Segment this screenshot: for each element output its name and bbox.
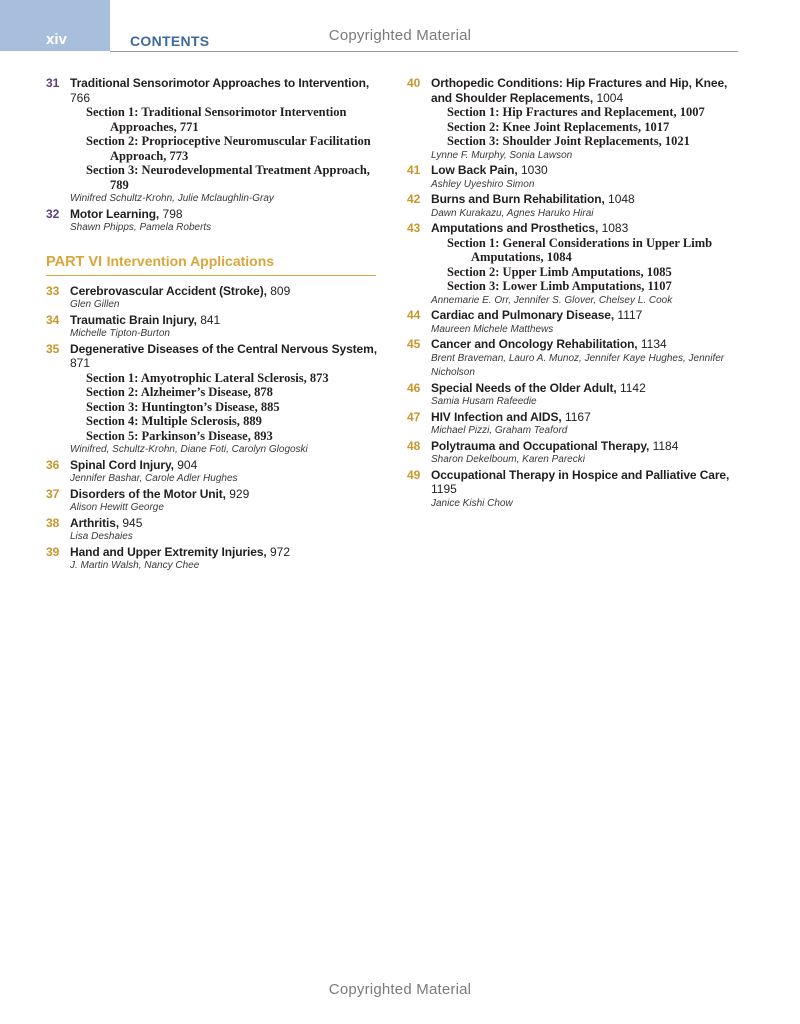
chapter-page: 1117 xyxy=(617,308,643,322)
chapter-number: 38 xyxy=(46,515,60,530)
right-column xyxy=(407,76,747,511)
chapter-authors: Maureen Michele Matthews xyxy=(431,323,554,335)
section-line[interactable] xyxy=(70,385,386,400)
chapter-number: 40 xyxy=(407,76,421,90)
chapter-title: Polytrauma and Occupational Therapy, xyxy=(431,438,650,453)
chapter-title: Cancer and Oncology Rehabilitation, xyxy=(431,337,638,351)
watermark-bottom: Copyrighted Material xyxy=(328,981,472,998)
chapter-authors: Michelle Tipton-Burton xyxy=(70,328,170,339)
chapter-authors: Winifred, Schultz-Krohn, Diane Foti, Carolyn Glogoski xyxy=(70,444,308,455)
chapter-page: 1083 xyxy=(601,221,629,235)
chapter-authors: Ashley Uyeshiro Simon xyxy=(431,178,535,190)
chapter-number: 44 xyxy=(407,308,421,322)
chapter-number: 43 xyxy=(407,221,421,235)
chapter-page: 904 xyxy=(177,457,198,472)
chapter-number: 42 xyxy=(407,192,421,206)
page-number: xiv xyxy=(46,31,67,48)
toc-list-part-vi xyxy=(46,284,386,574)
section-title: Section 5: Parkinson’s Disease, xyxy=(86,428,251,443)
chapter-page: 972 xyxy=(270,544,291,559)
section-title: Section 4: Multiple Sclerosis, xyxy=(86,414,240,428)
chapter-authors: Lynne F. Murphy, Sonia Lawson xyxy=(431,149,573,161)
chapter-title: Motor Learning, xyxy=(70,206,160,221)
section-title: Section 1: General Considerations in Upper Limb Amputations, xyxy=(447,235,713,264)
chapter-page: 1004 xyxy=(596,90,624,105)
chapter-authors: Brent Braveman, Lauro A. Munoz, Jennifer Kaye Hughes, Jennifer Nicholson xyxy=(431,352,725,378)
chapter-title-line xyxy=(431,163,747,178)
chapter-title-line xyxy=(431,192,747,207)
chapter-page: 1142 xyxy=(619,380,646,395)
chapter-title-line xyxy=(70,342,386,371)
header-rule xyxy=(110,51,738,52)
section-page: 773 xyxy=(169,148,189,163)
section-title: Section 2: Proprioceptive Neuromuscular Facilitation Approach, xyxy=(86,134,371,163)
chapter-authors: Sharon Dekelboum, Karen Parecki xyxy=(431,454,585,465)
section-page: 873 xyxy=(309,370,329,385)
chapter-page: 1048 xyxy=(608,192,635,206)
chapter-number: 46 xyxy=(407,380,421,395)
section-page: 789 xyxy=(110,177,129,192)
chapter-page: 798 xyxy=(162,206,183,221)
section-label: CONTENTS xyxy=(130,33,210,49)
section-line[interactable] xyxy=(70,429,386,444)
chapter-title-line xyxy=(70,207,386,222)
section-line[interactable] xyxy=(70,105,386,134)
chapter-authors: J. Martin Walsh, Nancy Chee xyxy=(70,560,200,571)
chapter-page: 871 xyxy=(70,356,91,370)
section-title: Section 2: Knee Joint Replacements, xyxy=(447,119,642,134)
chapter-title-line xyxy=(70,487,386,502)
section-title: Section 2: Alzheimer’s Disease, xyxy=(86,385,252,399)
chapter-title: Degenerative Diseases of the Central Nervous System, xyxy=(70,341,377,356)
chapter-authors: Lisa Deshaies xyxy=(70,531,133,542)
chapter-title: Amputations and Prosthetics, xyxy=(431,221,599,235)
chapter-title: Arthritis, xyxy=(70,515,120,530)
toc-entry[interactable] xyxy=(407,468,747,512)
chapter-authors: Jennifer Bashar, Carole Adler Hughes xyxy=(70,473,238,484)
chapter-title-line xyxy=(70,76,386,105)
chapter-title: Burns and Burn Rehabilitation, xyxy=(431,192,605,206)
section-page: 1107 xyxy=(647,279,672,293)
section-title: Section 2: Upper Limb Amputations, xyxy=(447,264,644,279)
chapter-number: 39 xyxy=(46,544,60,559)
chapter-title: Cardiac and Pulmonary Disease, xyxy=(431,308,615,322)
chapter-page: 1134 xyxy=(640,337,667,351)
chapter-page: 841 xyxy=(200,312,221,327)
chapter-page: 766 xyxy=(70,90,91,105)
chapter-title-line xyxy=(70,284,386,299)
chapter-authors: Shawn Phipps, Pamela Roberts xyxy=(70,222,212,233)
chapter-title-line xyxy=(431,468,747,497)
chapter-number: 45 xyxy=(407,337,421,351)
chapter-authors: Alison Hewitt George xyxy=(70,502,164,513)
chapter-page: 1167 xyxy=(564,409,591,424)
chapter-title: Orthopedic Conditions: Hip Fractures and Hip, Knee, and Shoulder Replacements, xyxy=(431,76,728,105)
section-line[interactable] xyxy=(431,265,747,280)
chapter-title-line xyxy=(70,545,386,560)
chapter-title: Low Back Pain, xyxy=(431,163,518,177)
chapter-number: 31 xyxy=(46,76,60,90)
section-line[interactable] xyxy=(70,400,386,415)
section-title: Section 3: Lower Limb Amputations, xyxy=(447,279,645,293)
section-line[interactable] xyxy=(431,279,747,294)
toc-entry[interactable] xyxy=(46,207,386,236)
section-page: 1085 xyxy=(646,264,672,279)
section-title: Section 3: Neurodevelopmental Treatment Approach, xyxy=(86,163,370,177)
section-page: 893 xyxy=(253,428,273,443)
chapter-number: 32 xyxy=(46,206,60,221)
chapter-title: Traditional Sensorimotor Approaches to Intervention, xyxy=(70,76,370,90)
section-page: 771 xyxy=(179,119,199,134)
chapter-title-line xyxy=(431,439,747,454)
chapter-number: 37 xyxy=(46,486,60,501)
chapter-title-line xyxy=(70,458,386,473)
toc-entry[interactable] xyxy=(407,308,747,337)
chapter-number: 47 xyxy=(407,409,421,424)
section-title: Section 3: Huntington’s Disease, xyxy=(86,399,258,414)
section-page: 1017 xyxy=(644,119,670,134)
part-heading xyxy=(46,253,376,276)
left-column xyxy=(46,76,386,574)
toc-entry[interactable] xyxy=(46,342,386,458)
section-line[interactable] xyxy=(431,120,747,135)
chapter-page: 1184 xyxy=(652,438,679,453)
chapter-title-line xyxy=(431,410,747,425)
chapter-title-line xyxy=(431,381,747,396)
toc-entry[interactable] xyxy=(407,381,747,410)
chapter-authors: Annemarie E. Orr, Jennifer S. Glover, Chelsey L. Cook xyxy=(431,294,673,306)
section-page: 1084 xyxy=(546,250,572,264)
chapter-title: Special Needs of the Older Adult, xyxy=(431,380,617,395)
chapter-number: 33 xyxy=(46,283,60,298)
chapter-title: Traumatic Brain Injury, xyxy=(70,312,197,327)
toc-entry[interactable] xyxy=(407,439,747,468)
section-page: 885 xyxy=(260,399,280,414)
chapter-authors: Winifred Schultz-Krohn, Julie Mclaughlin-Gray xyxy=(70,193,274,204)
section-title: Section 1: Amyotrophic Lateral Sclerosis, xyxy=(86,370,307,385)
chapter-number: 36 xyxy=(46,457,60,472)
chapter-title-line xyxy=(70,313,386,328)
toc-entry[interactable] xyxy=(46,76,386,207)
section-line[interactable] xyxy=(70,414,386,429)
toc-entry[interactable] xyxy=(407,221,747,308)
chapter-number: 34 xyxy=(46,312,60,327)
chapter-authors: Glen Gillen xyxy=(70,299,120,310)
section-line[interactable] xyxy=(70,371,386,386)
part-title: Intervention Applications xyxy=(106,252,275,269)
chapter-page: 1030 xyxy=(520,163,548,177)
toc-entry[interactable] xyxy=(407,192,747,221)
chapter-number: 48 xyxy=(407,438,421,453)
chapter-title-line xyxy=(431,308,747,323)
chapter-title: HIV Infection and AIDS, xyxy=(431,409,562,424)
chapter-number: 35 xyxy=(46,341,60,356)
toc-entry[interactable] xyxy=(46,313,386,342)
toc-entry[interactable] xyxy=(46,284,386,313)
toc-entry[interactable] xyxy=(46,516,386,545)
section-title: Section 1: Traditional Sensorimotor Intervention Approaches, xyxy=(86,105,347,134)
chapter-title-line xyxy=(431,76,747,105)
chapter-title-line xyxy=(431,221,747,236)
toc-entry[interactable] xyxy=(407,410,747,439)
chapter-authors: Dawn Kurakazu, Agnes Haruko Hirai xyxy=(431,207,594,219)
watermark-top: Copyrighted Material xyxy=(328,27,472,44)
chapter-title: Occupational Therapy in Hospice and Palliative Care, xyxy=(431,467,730,482)
toc-entry[interactable] xyxy=(407,76,747,163)
toc-entry[interactable] xyxy=(407,163,747,192)
chapter-title-line xyxy=(70,516,386,531)
section-line[interactable] xyxy=(70,134,386,163)
chapter-title: Hand and Upper Extremity Injuries, xyxy=(70,544,267,559)
chapter-title-line xyxy=(431,337,747,352)
chapter-title: Disorders of the Motor Unit, xyxy=(70,486,226,501)
section-line[interactable] xyxy=(431,105,747,120)
section-title: Section 3: Shoulder Joint Replacements, xyxy=(447,134,662,148)
toc-entry[interactable] xyxy=(407,337,747,381)
section-line[interactable] xyxy=(431,134,747,149)
chapter-number: 49 xyxy=(407,467,421,482)
section-page: 1021 xyxy=(664,134,690,148)
chapter-number: 41 xyxy=(407,163,421,177)
toc-entry[interactable] xyxy=(46,545,386,574)
section-title: Section 1: Hip Fractures and Replacement, xyxy=(447,105,677,119)
chapter-title: Spinal Cord Injury, xyxy=(70,457,174,472)
part-label: PART VI xyxy=(46,253,103,270)
chapter-authors: Janice Kishi Chow xyxy=(431,497,513,509)
chapter-title: Cerebrovascular Accident (Stroke), xyxy=(70,283,267,298)
section-page: 889 xyxy=(243,414,262,428)
chapter-authors: Michael Pizzi, Graham Teaford xyxy=(431,425,568,436)
chapter-page: 945 xyxy=(122,515,143,530)
chapter-page: 1195 xyxy=(431,482,457,496)
toc-list-right xyxy=(407,76,747,511)
toc-entry[interactable] xyxy=(46,487,386,516)
chapter-page: 929 xyxy=(229,486,250,501)
section-line[interactable] xyxy=(70,163,386,192)
chapter-authors: Samia Husam Rafeedie xyxy=(431,396,537,407)
section-page: 878 xyxy=(254,385,273,399)
toc-list-part-v xyxy=(46,76,386,236)
chapter-page: 809 xyxy=(270,283,291,298)
section-page: 1007 xyxy=(679,105,705,119)
toc-entry[interactable] xyxy=(46,458,386,487)
section-line[interactable] xyxy=(431,236,747,265)
